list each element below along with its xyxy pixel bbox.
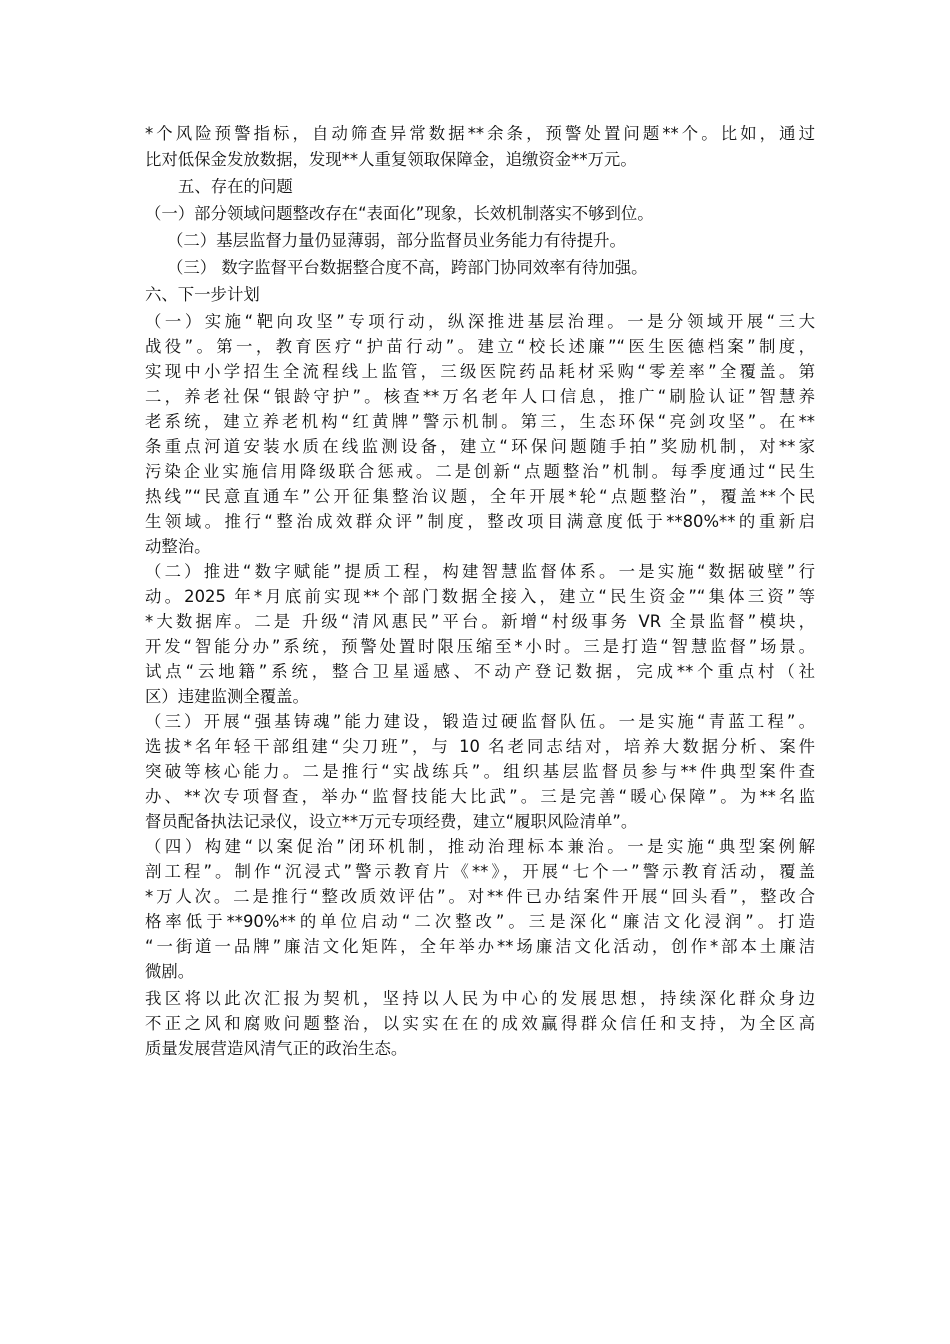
- text-line: 突破等核心能力。二是推行“实战练兵”。组织基层监督员参与**件典型案件查: [145, 762, 815, 781]
- text-line: （二）推进“数字赋能”提质工程，构建智慧监督体系。一是实施“数据破壁”行: [145, 562, 815, 581]
- text-line: 格率低于**90%**的单位启动“二次整改”。三是深化“廉洁文化浸润”。打造: [145, 912, 815, 931]
- text-line: 剖工程”。制作“沉浸式”警示教育片《**》，开展“七个一”警示教育活动，覆盖: [145, 862, 815, 881]
- text-line: 比对低保金发放数据，发现**人重复领取保障金，追缴资金**万元。: [145, 150, 637, 169]
- section-heading: 五、存在的问题: [178, 177, 293, 196]
- text-line: （一）实施“靶向攻坚”专项行动，纵深推进基层治理。一是分领域开展“三大: [145, 312, 815, 331]
- text-line: （三） 数字监督平台数据整合度不高，跨部门协同效率有待加强。: [167, 258, 648, 277]
- text-line: 二，养老社保“银龄守护”。核查**万名老年人口信息，推广“刷脸认证”智慧养: [145, 387, 815, 406]
- text-line: 动整治。: [145, 537, 211, 556]
- text-line: 督员配备执法记录仪，设立**万元专项经费，建立“履职风险清单”。: [145, 812, 638, 831]
- text-line: *大数据库。二是 升级“清风惠民”平台。新增“村级事务 VR 全景监督”模块，: [145, 612, 815, 631]
- text-line: *个风险预警指标，自动筛查异常数据**余条，预警处置问题**个。比如，通过: [145, 124, 815, 143]
- text-line: （三）开展“强基铸魂”能力建设，锻造过硬监督队伍。一是实施“青蓝工程”。: [145, 712, 815, 731]
- text-line: *万人次。二是推行“整改质效评估”。对**件已办结案件开展“回头看”，整改合: [145, 887, 815, 906]
- text-line: （一）部分领域问题整改存在“表面化”现象，长效机制落实不够到位。: [145, 204, 654, 223]
- text-line: 热线”“民意直通车”公开征集整治议题，全年开展*轮“点题整治”，覆盖**个民: [145, 487, 815, 506]
- text-line: 污染企业实施信用降级联合惩戒。二是创新“点题整治”机制。每季度通过“民生: [145, 462, 815, 481]
- text-line: 生领域。推行“整治成效群众评”制度，整改项目满意度低于**80%**的重新启: [145, 512, 815, 531]
- text-line: 微剧。: [145, 962, 195, 981]
- text-line: 试点“云地籍”系统，整合卫星遥感、不动产登记数据，完成**个重点村（社: [145, 662, 815, 681]
- text-line: （二）基层监督力量仍显薄弱，部分监督员业务能力有待提升。: [167, 231, 626, 250]
- text-line: （四）构建“以案促治”闭环机制，推动治理标本兼治。一是实施“典型案例解: [145, 837, 815, 856]
- text-line: 我区将以此次汇报为契机，坚持以人民为中心的发展思想，持续深化群众身边: [145, 989, 815, 1008]
- text-line: 区）违建监测全覆盖。: [145, 687, 309, 706]
- text-line: 办、**次专项督查，举办“监督技能大比武”。三是完善“暖心保障”。为**名监: [145, 787, 815, 806]
- text-line: 质量发展营造风清气正的政治生态。: [145, 1039, 408, 1058]
- text-line: 动。2025 年*月底前实现**个部门数据全接入，建立“民生资金”“集体三资”等: [145, 587, 815, 606]
- text-line: 老系统，建立养老机构“红黄牌”警示机制。第三，生态环保“亮剑攻坚”。在**: [145, 412, 815, 431]
- text-line: 条重点河道安装水质在线监测设备，建立“环保问题随手拍”奖励机制，对**家: [145, 437, 815, 456]
- section-heading: 六、下一步计划: [145, 285, 260, 304]
- text-line: 实现中小学招生全流程线上监管，三级医院药品耗材采购“零差率”全覆盖。第: [145, 362, 815, 381]
- text-line: 选拔*名年轻干部组建“尖刀班”，与 10 名老同志结对，培养大数据分析、案件: [145, 737, 815, 756]
- text-line: 开发“智能分办”系统，预警处置时限压缩至*小时。三是打造“智慧监督”场景。: [145, 637, 815, 656]
- text-line: “一街道一品牌”廉洁文化矩阵，全年举办**场廉洁文化活动，创作*部本土廉洁: [145, 937, 815, 956]
- text-line: 战役”。第一，教育医疗“护苗行动”。建立“校长述廉”“医生医德档案”制度，: [145, 337, 815, 356]
- text-line: 不正之风和腐败问题整治，以实实在在的成效赢得群众信任和支持，为全区高: [145, 1014, 815, 1033]
